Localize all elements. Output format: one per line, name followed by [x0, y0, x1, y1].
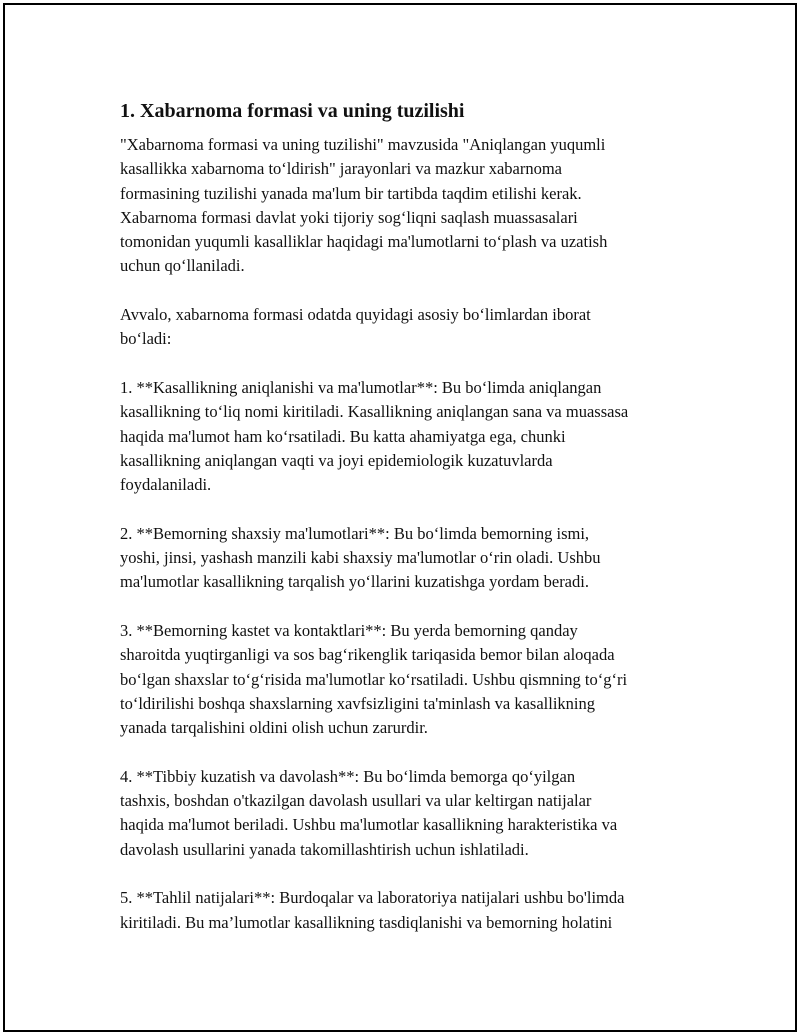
paragraph-section-3 — [120, 619, 700, 740]
text-line: 3. **Bemorning kastet va kontaktlari**: Bu yerda bemorning qanday — [120, 620, 578, 640]
text-line: bo‘lgan shaxslar to‘g‘risida ma'lumotlar ko‘rsatiladi. Ushbu qismning to‘g‘ri — [120, 669, 628, 689]
document-title: 1. Xabarnoma formasi va uning tuzilishi — [120, 100, 465, 122]
page-frame — [3, 3, 797, 1032]
text-line: yanada tarqalishini oldini olish uchun zarurdir. — [120, 718, 428, 738]
text-line: kasallikning aniqlangan vaqti va joyi epidemiologik kuzatuvlarda — [120, 450, 553, 470]
text-line: "Xabarnoma formasi va uning tuzilishi" mavzusida "Aniqlangan yuqumli — [120, 135, 606, 154]
text-line: Avvalo, xabarnoma formasi odatda quyidagi asosiy bo‘limlardan iborat — [120, 305, 591, 325]
paragraph-section-5 — [120, 886, 700, 935]
text-line: kasallikning to‘liq nomi kiritiladi. Kasallikning aniqlangan sana va muassasa — [120, 402, 629, 422]
paragraph-overview — [120, 303, 700, 352]
text-line: haqida ma'lumot beriladi. Ushbu ma'lumotlar kasallikning harakteristika va — [120, 815, 618, 835]
text-line: 1. **Kasallikning aniqlanishi va ma'lumotlar**: Bu bo‘limda aniqlangan — [120, 377, 602, 397]
text-line: kiritiladi. Bu ma’lumotlar kasallikning tasdiqlanishi va bemorning holatini — [120, 912, 613, 932]
text-line: formasining tuzilishi yanada ma'lum bir tartibda taqdim etilishi kerak. — [120, 183, 582, 203]
paragraph-section-1 — [120, 376, 700, 497]
text-line: ma'lumotlar kasallikning tarqalish yo‘llarini kuzatishga yordam beradi. — [120, 572, 589, 592]
text-line: davolash usullarini yanada takomillashtirish uchun ishlatiladi. — [120, 839, 529, 859]
text-line: kasallikka xabarnoma to‘ldirish" jarayonlari va mazkur xabarnoma — [120, 159, 562, 179]
text-line: bo‘ladi: — [120, 329, 172, 349]
text-line: 4. **Tibbiy kuzatish va davolash**: Bu bo‘limda bemorga qo‘yilgan — [120, 766, 576, 786]
paragraph-section-4 — [120, 765, 700, 862]
text-line: tomonidan yuqumli kasalliklar haqidagi ma'lumotlarni to‘plash va uzatish — [120, 232, 608, 252]
text-line: 2. **Bemorning shaxsiy ma'lumotlari**: Bu bo‘limda bemorning ismi, — [120, 523, 590, 543]
text-line: uchun qo‘llaniladi. — [120, 256, 245, 276]
text-line: Xabarnoma formasi davlat yoki tijoriy sog‘liqni saqlash muassasalari — [120, 207, 578, 227]
paragraph-section-2 — [120, 522, 700, 595]
document-body — [120, 97, 700, 959]
text-line: yoshi, jinsi, yashash manzili kabi shaxsiy ma'lumotlar o‘rin oladi. Ushbu — [120, 548, 601, 568]
text-line: haqida ma'lumot ham ko‘rsatiladi. Bu katta ahamiyatga ega, chunki — [120, 426, 566, 446]
text-line: tashxis, boshdan o'tkazilgan davolash usullari va ular keltirgan natijalar — [120, 791, 592, 811]
text-line: to‘ldirilishi boshqa shaxslarning xavfsizligini ta'minlash va kasallikning — [120, 693, 595, 713]
paragraph-intro — [120, 133, 700, 279]
text-line: foydalaniladi. — [120, 475, 212, 495]
text-line: sharoitda yuqtirganligi va sos bag‘rikenglik tariqasida bemor bilan aloqada — [120, 645, 615, 665]
text-line: 5. **Tahlil natijalari**: Burdoqalar va laboratoriya natijalari ushbu bo'limda — [120, 888, 625, 908]
